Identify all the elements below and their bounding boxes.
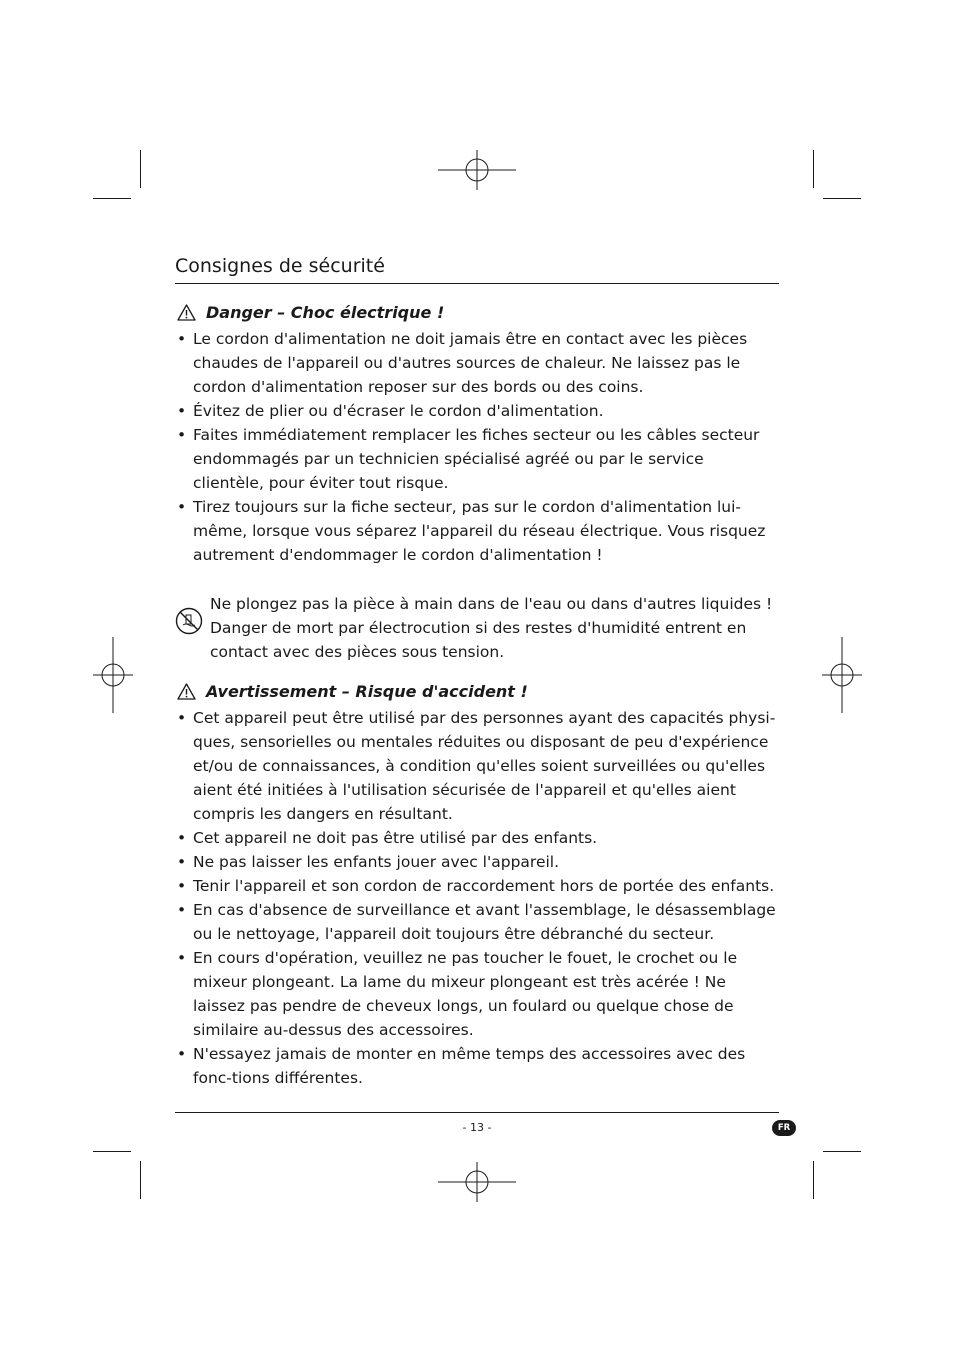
crop-mark — [93, 1151, 131, 1152]
section-heading-text: Danger – Choc électrique ! — [206, 303, 445, 322]
warning-list — [175, 706, 779, 1090]
list-item: • N'essayez jamais de monter en même temps des accessoires avec des fonc-tions différentes. — [175, 1042, 779, 1090]
section-heading-danger — [177, 303, 444, 322]
registration-mark-icon — [438, 1162, 516, 1202]
warning-triangle-icon — [177, 683, 196, 700]
list-item: • En cours d'opération, veuillez ne pas toucher le fouet, le crochet ou le mixeur plongeant. La lame du mixeur plongeant est très acérée ! Ne laissez pas pendre de cheveux longs, un foulard ou quelque chose de similaire au-dessus des accessoires. — [175, 946, 779, 1042]
crop-mark — [813, 1161, 814, 1199]
crop-mark — [93, 198, 131, 199]
language-badge: FR — [772, 1120, 796, 1136]
section-heading-warning — [177, 682, 528, 701]
list-item: • Le cordon d'alimentation ne doit jamais être en contact avec les pièces chaudes de l'appareil ou d'autres sources de chaleur. Ne laissez pas le cordon d'alimentation reposer sur des bords ou des coins. — [175, 327, 779, 399]
note-text: Ne plongez pas la pièce à main dans de l'eau ou dans d'autres liquides ! Danger de mort par électrocution si des restes d'humidité entrent en contact avec des pièces sous tension. — [210, 595, 773, 661]
page-number: - 13 - — [462, 1121, 492, 1134]
list-item: • Cet appareil ne doit pas être utilisé par des enfants. — [175, 826, 779, 850]
list-item: • Cet appareil peut être utilisé par des personnes ayant des capacités physi-ques, sensorielles ou mentales réduites ou disposant de peu d'expérience et/ou de connaissances, à condition qu'elles soient surveillées ou qu'elles aient été initiées à l'utilisation sécurisée de l'appareil et qu'elles aient compris les dangers en résultant. — [175, 706, 779, 826]
crop-mark — [813, 150, 814, 188]
warning-triangle-icon — [177, 304, 196, 321]
page-title: Consignes de sécurité — [175, 255, 385, 277]
danger-list — [175, 327, 779, 567]
list-item: • Tirez toujours sur la fiche secteur, pas sur le cordon d'alimentation lui-même, lorsque vous séparez l'appareil du réseau électrique. Vous risquez autrement d'endommager le cordon d'alimentation ! — [175, 495, 779, 567]
list-item: • Tenir l'appareil et son cordon de raccordement hors de portée des enfants. — [175, 874, 779, 898]
list-item: • Faites immédiatement remplacer les fiches secteur ou les câbles secteur endommagés par un technicien spécialisé agréé ou par le service clientèle, pour éviter tout risque. — [175, 423, 779, 495]
registration-mark-icon — [438, 150, 516, 190]
no-submerge-icon — [175, 607, 203, 635]
crop-mark — [823, 198, 861, 199]
list-item: • Évitez de plier ou d'écraser le cordon d'alimentation. — [175, 399, 779, 423]
registration-mark-icon — [93, 637, 133, 713]
title-rule — [175, 283, 779, 284]
footer-rule — [175, 1112, 779, 1113]
list-item: • Ne pas laisser les enfants jouer avec l'appareil. — [175, 850, 779, 874]
list-item: • En cas d'absence de surveillance et avant l'assemblage, le désassemblage ou le nettoyage, l'appareil doit toujours être débranché du secteur. — [175, 898, 779, 946]
crop-mark — [823, 1151, 861, 1152]
registration-mark-icon — [822, 637, 862, 713]
crop-mark — [140, 1161, 141, 1199]
submerge-note — [175, 592, 779, 664]
crop-mark — [140, 150, 141, 188]
section-heading-text: Avertissement – Risque d'accident ! — [206, 682, 528, 701]
